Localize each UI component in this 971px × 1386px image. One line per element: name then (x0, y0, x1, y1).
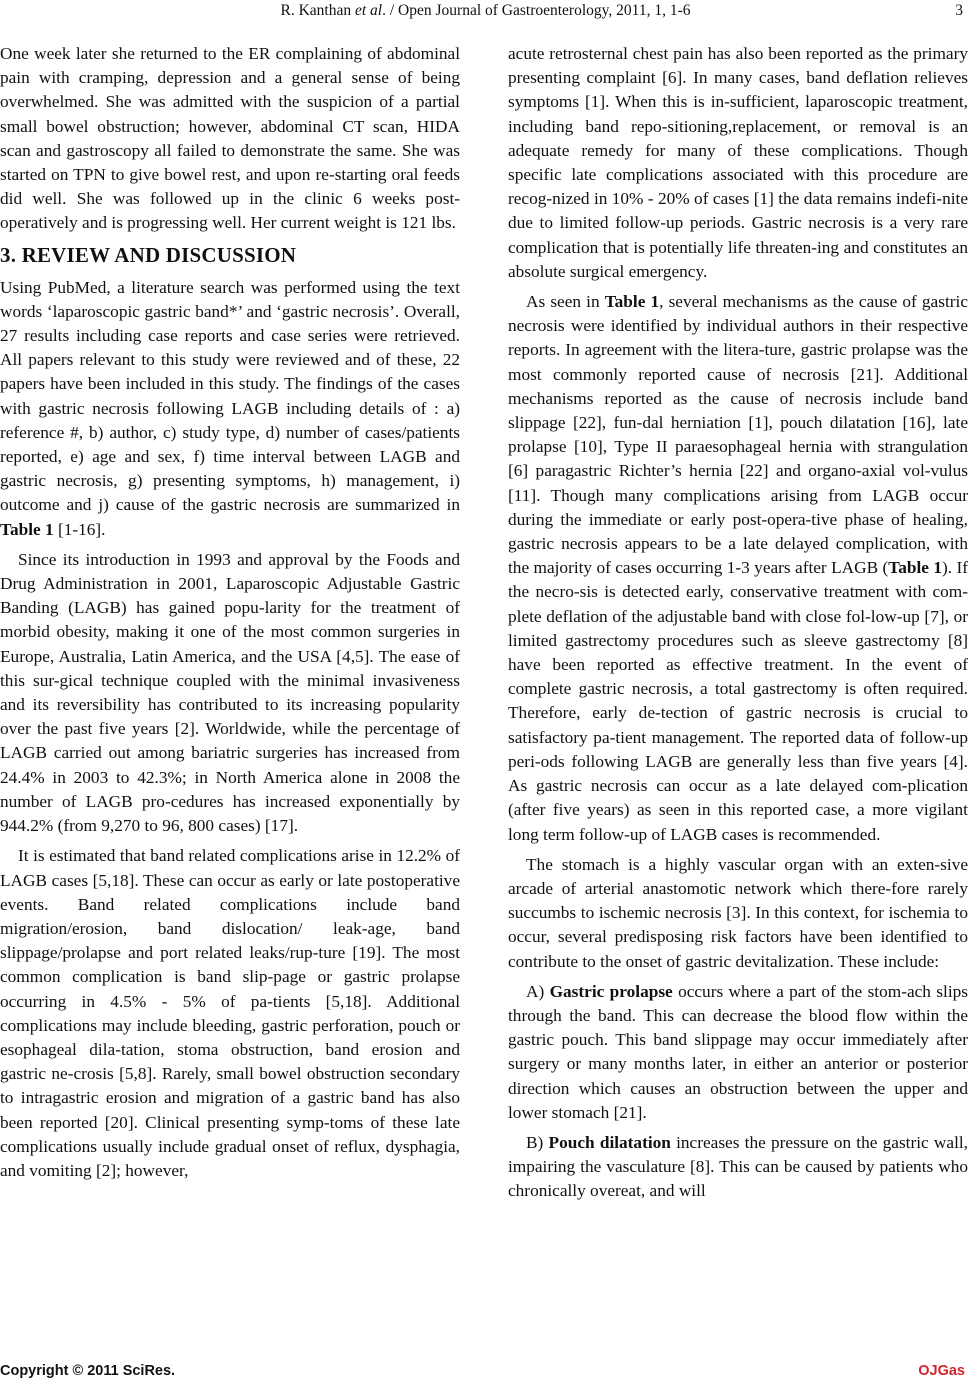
paragraph (508, 290, 968, 847)
text-run: Using PubMed, a literature search was performed using the text words ‘laparoscopic gastric band*’ and ‘gastric necrosis’. Overall, 27 results including case reports and case series were retrieved. All papers relevant to this study were reviewed and of these, 22 papers have been included in this study. The findings of the cases with gastric necrosis following LAGB including details of : a) reference #, b) author, c) study type, d) number of cases/patients reported, e) age and sex, f) time interval between LAGB and gastric necrosis, g) presenting symptoms, h) management, i) outcome and j) cause of the gastric necrosis are summarized in (0, 277, 460, 515)
paragraph: It is estimated that band related complications arise in 12.2% of LAGB cases [5,18]. These can occur as early or late postoperative events. Band related complications include band migration/erosion, band dislocation/ leak-age, band slippage/prolapse and port related leaks/rup-ture [19]. The most common complication is band slip-page or gastric prolapse occurring in 4.5% - 5% of pa-tients [5,18]. Additional complications may include bleeding, gastric perforation, pouch or esophageal dila-tation, stoma obstruction, band erosion and gastric ne-crosis [5,8]. Rarely, small bowel obstruction secondary to intragastric erosion and migration of a gastric band has also been reported [20]. Clinical presenting symp-toms of these late complications usually include gradual onset of reflux, dysphagia, and vomiting [2]; however, (0, 846, 460, 1180)
table-reference: Table 1 (0, 519, 54, 539)
paragraph: acute retrosternal chest pain has also been reported as the primary presenting complaint [6]. In many cases, band deflation relieves symptoms [1]. When this is in-sufficient, laparoscopic treatment, including band repo-sitioning,replacement, or removal is an adequate remedy for many of these complications. Though specific late complications associated with this procedure are recog-nized in 10% - 20% of cases [1] the data remains indefi-nite due to limited follow-up periods. Gastric necrosis is a very rare complication that is potentially life threaten-ing and constitutes an absolute surgical emergency. (508, 44, 968, 281)
text-run: [1-16]. (53, 519, 106, 539)
header-citation (281, 0, 691, 22)
text-run: occurs where a part of the stom-ach slips through the band. This can decrease the blood flow within the gastric pouch. This band slippage may occur immediately after surgery or many months later, in either an anterior or posterior direction which causes an obstruction between the upper and lower stomach [21]. (508, 981, 968, 1122)
section-heading: 3. REVIEW AND DISCUSSION (0, 242, 297, 267)
text-run: A) (526, 981, 550, 1001)
page-number: 3 (955, 2, 963, 19)
running-header (0, 0, 971, 22)
page-footer (0, 1360, 971, 1382)
text-run: increases the pressure on the gastric wall, impairing the vasculature [8]. This can be caused by patients who chronically overeat, and will (508, 1132, 969, 1201)
paragraph: One week later she returned to the ER complaining of abdominal pain with cramping, depression and a general sense of being overwhelmed. She was admitted with the suspicion of a partial small bowel obstruction; however, abdominal CT scan, HIDA scan and gastroscopy all failed to demonstrate the same. She was started on TPN to give bowel rest, and upon re-starting oral feeds did well. She was followed up in the clinic 6 weeks post-operatively and is progressing well. Her current weight is 121 lbs. (0, 44, 460, 233)
text-run: ). If the necro-sis is detected early, conservative treatment with com-plete deflation of the adjustable band with close fol-low-up [7], or limited gastrectomy procedures such as sleeve gastrectomy [8] have been reported as effective treatment. In the event of complete gastric necrosis, a total gastrectomy is often required. Therefore, early de-tection of gastric necrosis is crucial to satisfactory pa-tient management. The reported data of follow-up peri-ods following LAGB are generally less than five years [4]. As gastric necrosis can occur as a late delayed com-plication (after five years) as seen in this reported case, a more vigilant long term follow-up of LAGB cases is recommended. (508, 558, 969, 844)
right-column (508, 42, 968, 1210)
text-run: As seen in (526, 292, 605, 312)
journal-abbreviation: OJGas (918, 1363, 965, 1379)
table-reference: Table 1 (604, 292, 660, 312)
bold-term: Gastric prolapse (549, 981, 673, 1001)
header-authors: R. Kanthan (280, 2, 352, 19)
paragraph (508, 980, 968, 1125)
text-run: B) (526, 1132, 549, 1152)
paragraph (508, 1131, 968, 1204)
header-journal: . / Open Journal of Gastroenterology, 2011, 1, 1-6 (382, 2, 691, 19)
copyright-notice: Copyright © 2011 SciRes. (0, 1363, 176, 1379)
bold-term: Pouch dilatation (548, 1132, 671, 1152)
text-run: , several mechanisms as the cause of gastric necrosis were identified by individual authors in their respective reports. In agreement with the litera-ture, gastric prolapse was the most commonly reported cause of necrosis [21]. Additional mechanisms reported as the cause of necrosis include band slippage [22], fun-dal herniation [1], pouch dilatation [16], late prolapse [10], Type II paraesophageal hernia with strangulation [6] paragastric Richter’s hernia [22] and organo-axial vol-vulus [11]. Though many complications arising from LAGB occur during the immediate or early post-opera-tive phase of healing, gastric necrosis appears to be a late delayed complication, with the majority of cases occurring 1-3 years after LAGB ( (508, 292, 968, 578)
paragraph: Since its introduction in 1993 and approval by the Foods and Drug Administration in 2001, Laparoscopic Adjustable Gastric Banding (LAGB) has gained popu-larity for the treatment of morbid obesity, making it one of the most common surgeries in Europe, Australia, Latin America, and the USA [4,5]. The ease of this sur-gical technique coupled with the minimal invasiveness and its reversibility has contributed to its increasing popularity over the past five years [2]. Worldwide, while the percentage of LAGB carried out among bariatric surgeries has increased from 24.4% in 2003 to 42.3%; in North America alone in 2008 the number of LAGB pro-cedures has increased exponentially by 944.2% (from 9,270 to 96, 800 cases) [17]. (0, 549, 460, 836)
paragraph: The stomach is a highly vascular organ with an exten-sive arcade of arterial anastomotic network which there-fore rarely succumbs to ischemic necrosis [3]. In this context, for ischemia to occur, several predisposing risk factors have been identified to contribute to the onset of gastric devitalization. These include: (508, 854, 968, 971)
paragraph (0, 276, 460, 542)
left-column (0, 42, 460, 1189)
table-reference: Table 1 (888, 558, 943, 578)
header-etal: et al (355, 2, 383, 19)
